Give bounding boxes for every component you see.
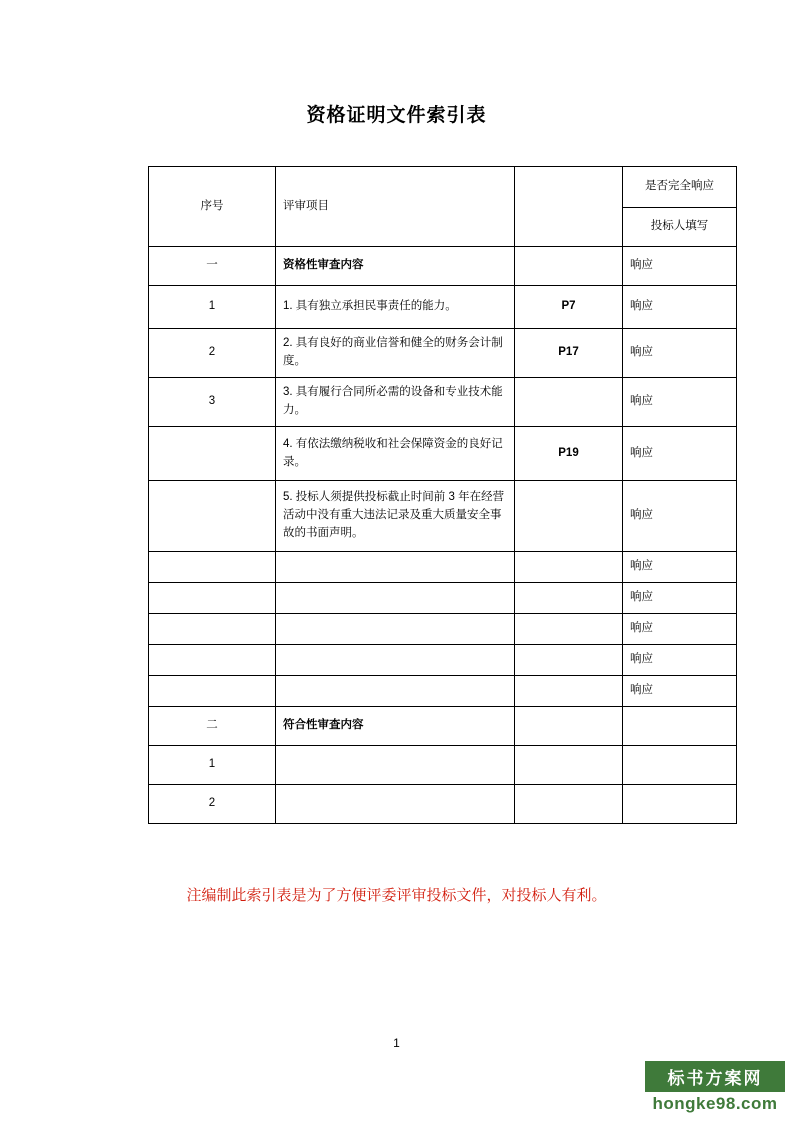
row-item: 1. 具有独立承担民事责任的能力。 xyxy=(276,286,515,329)
row-item xyxy=(276,676,515,707)
table-row xyxy=(149,746,737,785)
row-response: 响应 xyxy=(623,676,737,707)
table-row xyxy=(149,286,737,329)
row-page xyxy=(515,676,623,707)
table-row xyxy=(149,676,737,707)
row-no: 二 xyxy=(149,707,276,746)
row-no: 2 xyxy=(149,785,276,824)
row-response xyxy=(623,707,737,746)
header-cell-item: 评审项目 xyxy=(276,167,515,247)
note-text: 注编制此索引表是为了方便评委评审投标文件，对投标人有利。 xyxy=(186,887,607,904)
row-page: P7 xyxy=(515,286,623,329)
row-no xyxy=(149,427,276,481)
row-item: 4. 有依法缴纳税收和社会保障资金的良好记录。 xyxy=(276,427,515,481)
watermark-brand: 标书方案网 xyxy=(645,1061,785,1092)
row-page: P19 xyxy=(515,427,623,481)
row-response: 响应 xyxy=(623,614,737,645)
row-no: 2 xyxy=(149,329,276,378)
table-row xyxy=(149,552,737,583)
row-page xyxy=(515,746,623,785)
row-response: 响应 xyxy=(623,645,737,676)
table-row xyxy=(149,645,737,676)
row-item xyxy=(276,645,515,676)
watermark-url: hongke98.com xyxy=(652,1094,778,1113)
row-response: 响应 xyxy=(623,247,737,286)
row-item xyxy=(276,583,515,614)
row-response: 响应 xyxy=(623,286,737,329)
row-page xyxy=(515,707,623,746)
row-page: P17 xyxy=(515,329,623,378)
table-row xyxy=(149,329,737,378)
table-row xyxy=(149,583,737,614)
header-cell-no: 序号 xyxy=(149,167,276,247)
row-page xyxy=(515,481,623,552)
row-page xyxy=(515,247,623,286)
table-row xyxy=(149,785,737,824)
row-item xyxy=(276,614,515,645)
row-response: 响应 xyxy=(623,583,737,614)
row-no: 3 xyxy=(149,378,276,427)
row-no: 一 xyxy=(149,247,276,286)
row-page xyxy=(515,785,623,824)
row-no xyxy=(149,481,276,552)
table-row xyxy=(149,614,737,645)
row-no: 1 xyxy=(149,286,276,329)
table-row xyxy=(149,427,737,481)
row-page xyxy=(515,614,623,645)
header-cell-page xyxy=(515,167,623,247)
row-response xyxy=(623,746,737,785)
row-no xyxy=(149,614,276,645)
row-item: 2. 具有良好的商业信誉和健全的财务会计制度。 xyxy=(276,329,515,378)
table-header-row xyxy=(149,167,737,208)
row-no xyxy=(149,645,276,676)
row-no: 1 xyxy=(149,746,276,785)
row-response: 响应 xyxy=(623,378,737,427)
row-page xyxy=(515,378,623,427)
row-page xyxy=(515,552,623,583)
row-page xyxy=(515,645,623,676)
table-row xyxy=(149,247,737,286)
row-item: 3. 具有履行合同所必需的设备和专业技术能力。 xyxy=(276,378,515,427)
row-response: 响应 xyxy=(623,481,737,552)
row-item: 符合性审查内容 xyxy=(276,707,515,746)
watermark xyxy=(645,1061,785,1114)
row-item xyxy=(276,552,515,583)
footer-page-number: 1 xyxy=(393,1036,400,1050)
page-title: 资格证明文件索引表 xyxy=(306,105,487,126)
header-cell-response-title: 是否完全响应 xyxy=(623,167,737,208)
row-response xyxy=(623,785,737,824)
row-item xyxy=(276,746,515,785)
row-item: 5. 投标人须提供投标截止时间前 3 年在经营活动中没有重大违法记录及重大质量安全事故的书面声明。 xyxy=(276,481,515,552)
row-response: 响应 xyxy=(623,329,737,378)
index-table-container xyxy=(148,166,736,824)
table-row xyxy=(149,378,737,427)
table-row xyxy=(149,481,737,552)
header-cell-response-sub: 投标人填写 xyxy=(623,208,737,247)
row-item: 资格性审查内容 xyxy=(276,247,515,286)
row-no xyxy=(149,583,276,614)
row-no xyxy=(149,552,276,583)
row-response: 响应 xyxy=(623,552,737,583)
row-response: 响应 xyxy=(623,427,737,481)
index-table xyxy=(148,166,737,824)
row-item xyxy=(276,785,515,824)
row-page xyxy=(515,583,623,614)
row-no xyxy=(149,676,276,707)
table-row xyxy=(149,707,737,746)
